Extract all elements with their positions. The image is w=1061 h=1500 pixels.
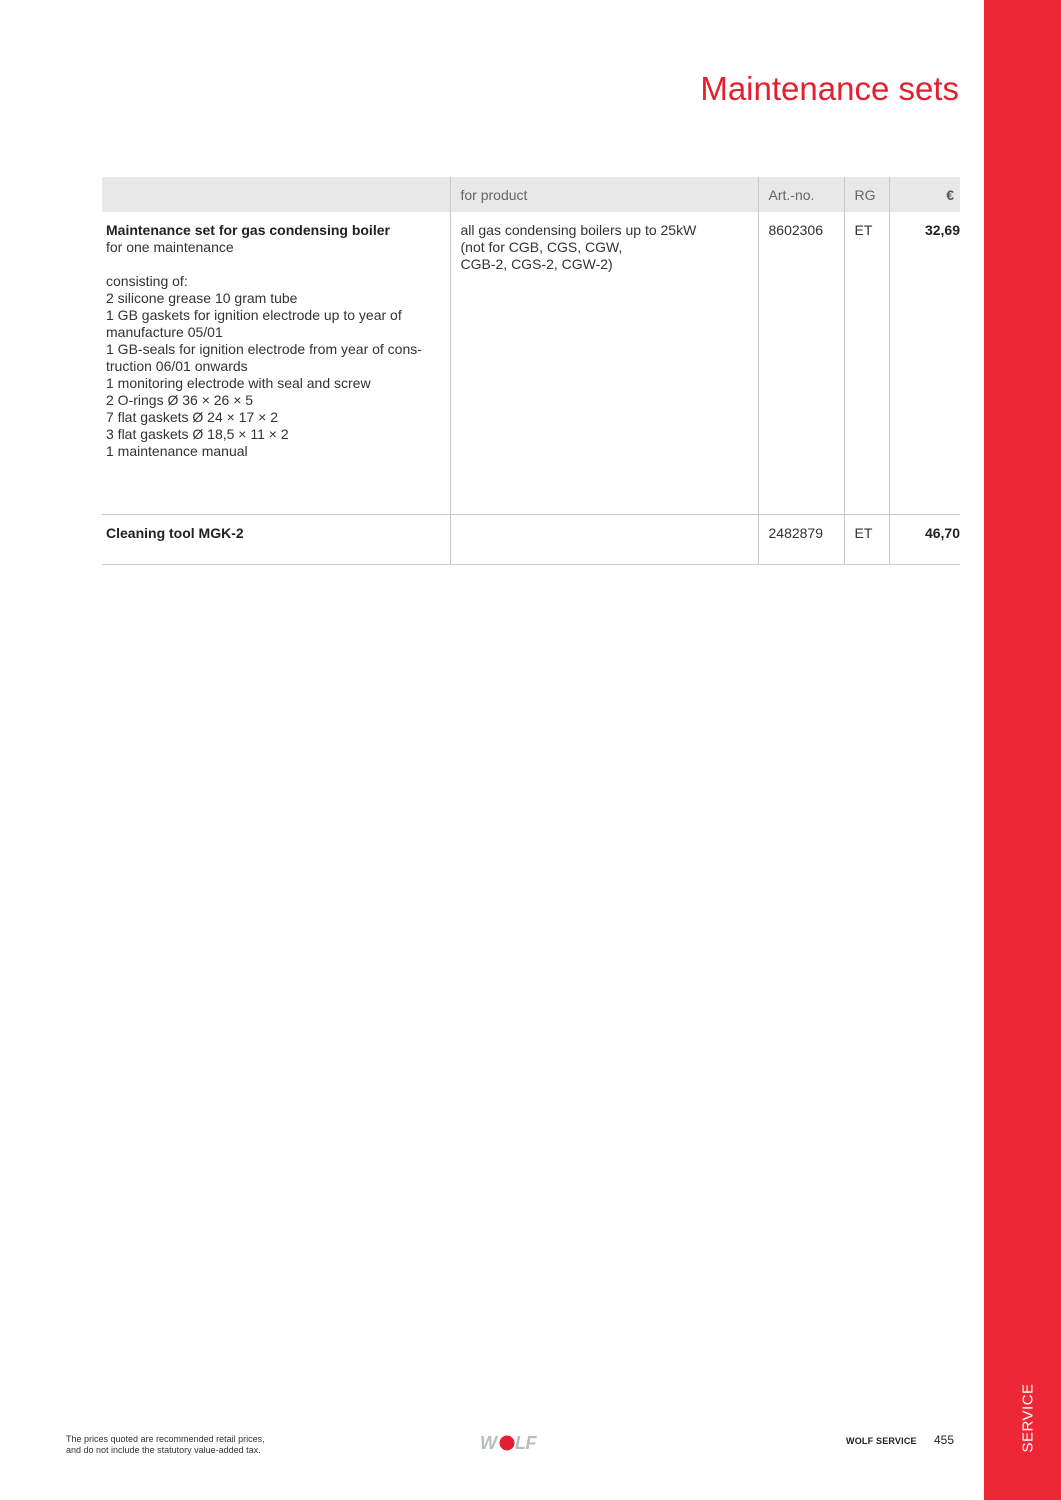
for-product-cell — [450, 515, 758, 565]
component-line: 1 GB-seals for ignition electrode from year of cons- — [106, 341, 422, 357]
wolf-logo — [480, 1432, 542, 1454]
component-line: manufacture 05/01 — [106, 324, 223, 340]
page-number: 455 — [934, 1433, 955, 1447]
component-line: 1 maintenance manual — [106, 443, 248, 459]
item-name: Cleaning tool MGK-2 — [106, 525, 244, 541]
header-for-product: for product — [450, 177, 758, 212]
side-label: SERVICE — [1019, 1383, 1037, 1453]
footnote-line: and do not include the statutory value-added tax. — [66, 1445, 261, 1455]
consisting-label: consisting of: — [106, 273, 188, 289]
component-line: 1 monitoring electrode with seal and screw — [106, 375, 371, 391]
header-art-no: Art.-no. — [758, 177, 844, 212]
item-description — [102, 212, 450, 515]
table-row — [102, 212, 960, 515]
component-line: 7 flat gaskets Ø 24 × 17 × 2 — [106, 409, 278, 425]
table-header-row — [102, 177, 960, 212]
component-line: 2 silicone grease 10 gram tube — [106, 290, 298, 306]
price-cell: 46,70 — [889, 515, 960, 565]
table-row — [102, 515, 960, 565]
header-item — [102, 177, 450, 212]
component-line: 2 O-rings Ø 36 × 26 × 5 — [106, 392, 254, 408]
side-bar — [984, 0, 1061, 1500]
footnote-line: The prices quoted are recommended retail prices, — [66, 1434, 265, 1444]
for-product-cell — [450, 212, 758, 515]
header-price: € — [889, 177, 960, 212]
item-description — [102, 515, 450, 565]
footer-brand: WOLF SERVICE — [846, 1436, 917, 1446]
art-no-cell: 2482879 — [758, 515, 844, 565]
art-no-cell: 8602306 — [758, 212, 844, 515]
component-line: 1 GB gaskets for ignition electrode up to year of — [106, 307, 402, 323]
price-table — [102, 177, 960, 565]
rg-cell: ET — [844, 212, 889, 515]
page-title: Maintenance sets — [700, 70, 959, 107]
svg-text:W: W — [480, 1433, 497, 1453]
price-cell: 32,69 — [889, 212, 960, 515]
component-line: 3 flat gaskets Ø 18,5 × 11 × 2 — [106, 426, 289, 442]
for-product-line: (not for CGB, CGS, CGW, — [460, 239, 623, 255]
rg-cell: ET — [844, 515, 889, 565]
for-product-line: all gas condensing boilers up to 25kW — [460, 222, 697, 238]
item-name: Maintenance set for gas condensing boiler — [106, 222, 390, 238]
item-subtitle: for one maintenance — [106, 239, 234, 255]
price-footnote — [66, 1434, 265, 1456]
component-line: truction 06/01 onwards — [106, 358, 248, 374]
header-rg: RG — [844, 177, 889, 212]
svg-text:LF: LF — [515, 1433, 536, 1453]
component-list — [106, 290, 445, 460]
for-product-line: CGB-2, CGS-2, CGW-2) — [460, 256, 613, 272]
